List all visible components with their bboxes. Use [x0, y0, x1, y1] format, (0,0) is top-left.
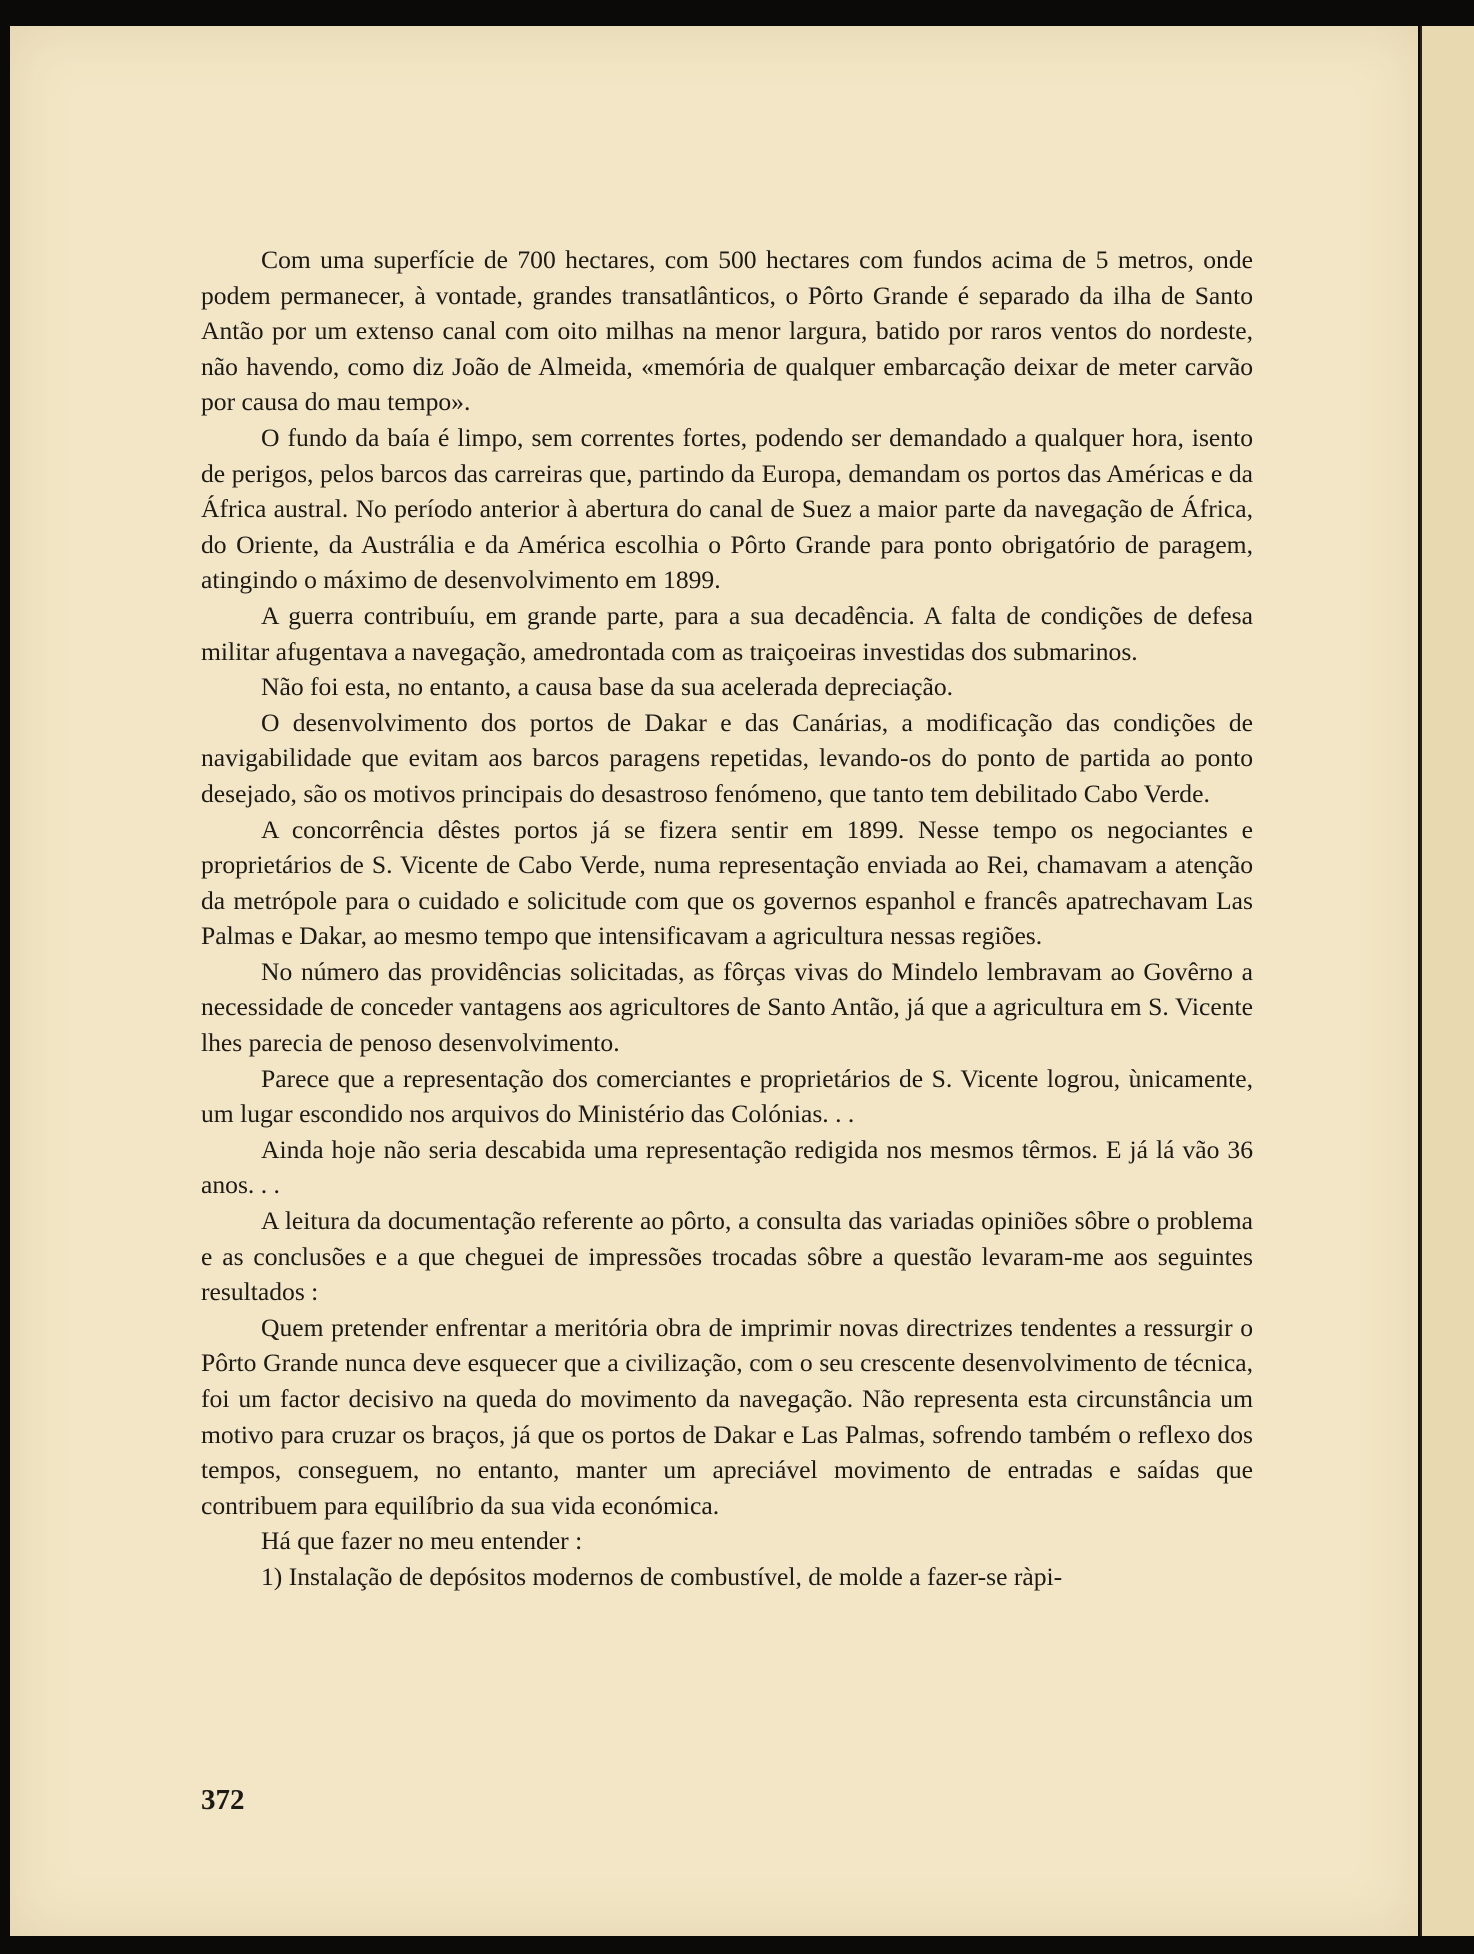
- paragraph: Quem pretender enfrentar a meritória obra de imprimir novas directrizes tendentes a ressurgir o Pôrto Grande nunca deve esquecer que a civilização, com o seu crescente desenvolvimento de técnica, foi um factor decisivo na queda do movimento da navegação. Não representa esta circunstância um motivo para cruzar os braços, já que os portos de Dakar e Las Palmas, sofrendo também o reflexo dos tempos, conseguem, no entanto, manter um apreciável movimento de entradas e saídas que contribuem para equilíbrio da sua vida económica.: [201, 1312, 1253, 1520]
- adjacent-page-edge: [1420, 26, 1474, 1936]
- paragraph: Há que fazer no meu entender :: [261, 1526, 583, 1556]
- book-page: [10, 26, 1418, 1936]
- paragraph: No número das providências solicitadas, as fôrças vivas do Mindelo lembravam ao Govêrno a necessidade de conceder vantagens aos agricultores de Santo Antão, já que a agricultura em S. Vicente lhes parecia de penoso desenvolvimento.: [201, 956, 1253, 1058]
- paragraph: A leitura da documentação referente ao pôrto, a consulta das variadas opiniões sôbre o problema e as conclusões e a que cheguei de impressões trocadas sôbre a questão levaram-me aos seguintes resultados :: [201, 1206, 1253, 1307]
- page-number: 372: [201, 1784, 245, 1816]
- paragraph: A concorrência dêstes portos já se fizera sentir em 1899. Nesse tempo os negociantes e proprietários de S. Vicente de Cabo Verde, numa representação enviada ao Rei, chamavam a atenção da metrópole para o cuidado e solicitude com que os governos espanhol e francês apatrechavam Las Palmas e Dakar, ao mesmo tempo que intensificavam a agricultura nessas regiões.: [201, 814, 1253, 951]
- paragraph: Não foi esta, no entanto, a causa base da sua acelerada depreciação.: [261, 672, 954, 702]
- paragraph: Com uma superfície de 700 hectares, com 500 hectares com fundos acima de 5 metros, onde podem permanecer, à vontade, grandes transatlânticos, o Pôrto Grande é separado da ilha de Santo Antão por um extenso canal com oito milhas na menor largura, batido por raros ventos do nordeste, não havendo, como diz João de Almeida, «memória de qualquer embarcação deixar de meter carvão por causa do mau tempo».: [201, 245, 1253, 417]
- paragraph: O fundo da baía é limpo, sem correntes fortes, podendo ser demandado a qualquer hora, isento de perigos, pelos barcos das carreiras que, partindo da Europa, demandam os portos das Américas e da África austral. No período anterior à abertura do canal de Suez a maior parte da navegação de África, do Oriente, da Austrália e da América escolhia o Pôrto Grande para ponto obrigatório de paragem, atingindo o máximo de desenvolvimento em 1899.: [201, 422, 1253, 595]
- paragraph: O desenvolvimento dos portos de Dakar e das Canárias, a modificação das condições de navigabilidade que evitam aos barcos paragens repetidas, levando-os do ponto de partida ao ponto desejado, são os motivos principais do desastroso fenómeno, que tanto tem debilitado Cabo Verde.: [201, 707, 1253, 808]
- body-text: [201, 242, 1253, 1595]
- paragraph: A guerra contribuíu, em grande parte, para a sua decadência. A falta de condições de defesa militar afugentava a navegação, amedrontada com as traiçoeiras investidas dos submarinos.: [201, 600, 1253, 666]
- paragraph: Ainda hoje não seria descabida uma representação redigida nos mesmos têrmos. E já lá vão 36 anos. . .: [201, 1134, 1253, 1200]
- paragraph: Parece que a representação dos comerciantes e proprietários de S. Vicente logrou, ùnicamente, um lugar escondido nos arquivos do Ministério das Colónias. . .: [201, 1063, 1253, 1129]
- paragraph: 1) Instalação de depósitos modernos de combustível, de molde a fazer-se ràpi-: [261, 1561, 1063, 1591]
